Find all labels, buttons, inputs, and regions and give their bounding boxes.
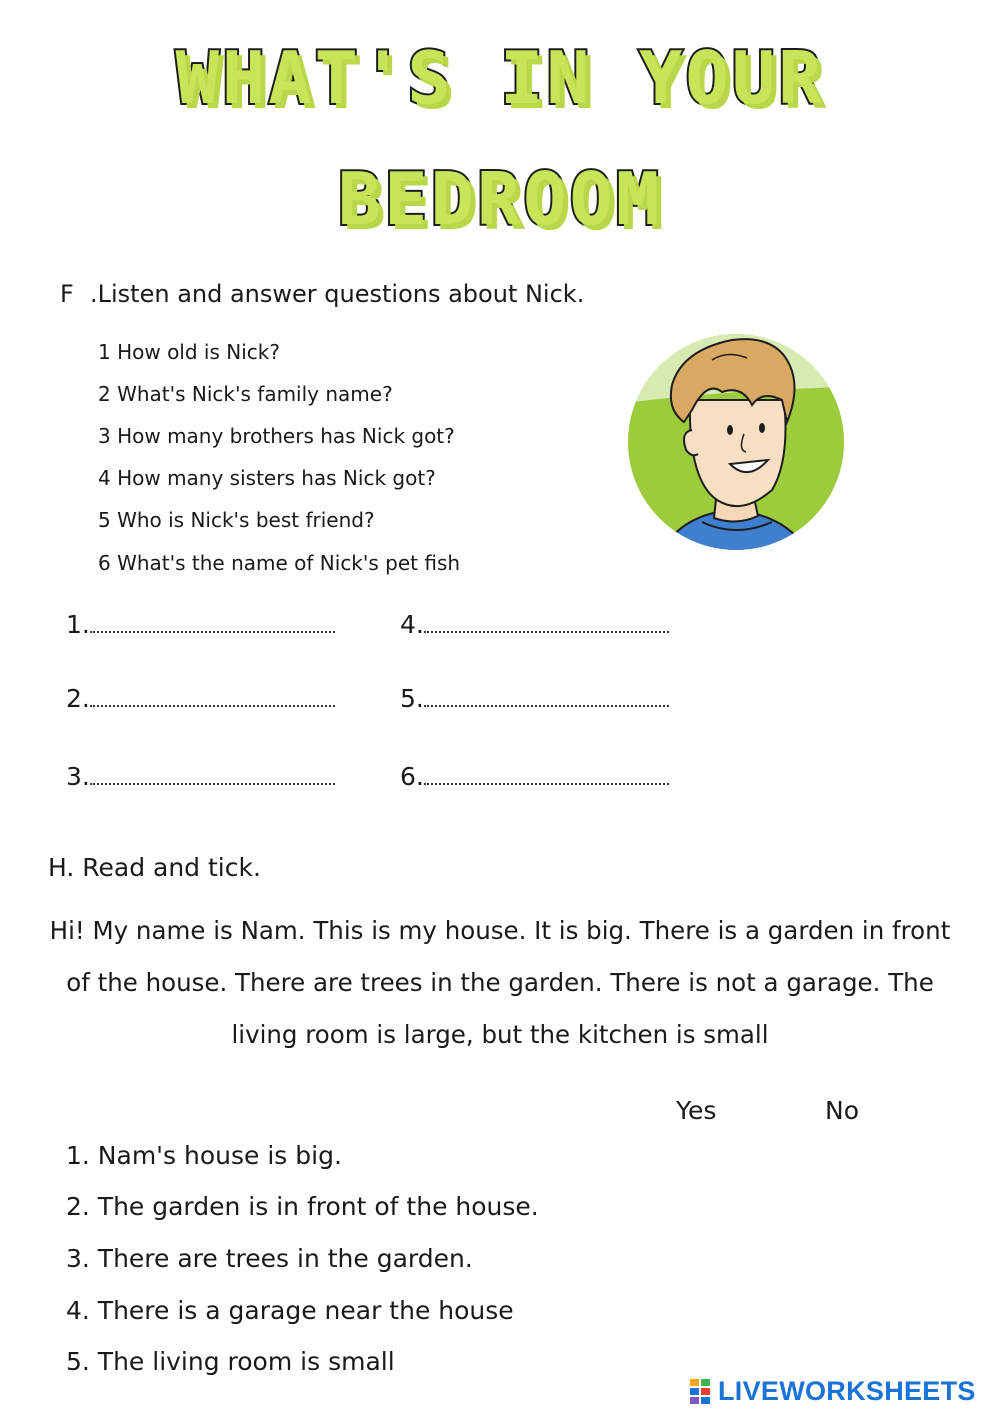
question-4: 4 How many sisters has Nick got?	[98, 466, 436, 490]
answer-label-4: 4.	[400, 610, 424, 639]
answer-line-1[interactable]	[66, 610, 335, 639]
question-3: 3 How many brothers has Nick got?	[98, 424, 455, 448]
question-6: 6 What's the name of Nick's pet fish	[98, 551, 461, 575]
statement-5: 5. The living room is small	[66, 1347, 395, 1376]
section-f-instruction: .Listen and answer questions about Nick.	[90, 280, 585, 308]
answer-label-2: 2.	[66, 684, 90, 713]
answer-line-6[interactable]	[400, 762, 669, 791]
answer-line-4[interactable]	[400, 610, 669, 639]
passage-line-2: of the house. There are trees in the garden. There is not a garage. The	[66, 968, 934, 997]
answer-label-6: 6.	[400, 762, 424, 791]
liveworksheets-brand-text: LIVEWORKSHEETS	[718, 1375, 976, 1406]
statement-1: 1. Nam's house is big.	[66, 1141, 342, 1170]
passage-line-1: Hi! My name is Nam. This is my house. It is big. There is a garden in front	[49, 916, 951, 945]
statement-4: 4. There is a garage near the house	[66, 1296, 514, 1325]
section-h-heading: H. Read and tick.	[48, 853, 261, 882]
section-f-letter: F	[60, 280, 74, 308]
reading-passage	[40, 905, 960, 1061]
question-1: 1 How old is Nick?	[98, 340, 280, 364]
question-5: 5 Who is Nick's best friend?	[98, 508, 375, 532]
question-2: 2 What's Nick's family name?	[98, 382, 393, 406]
answer-line-3[interactable]	[66, 762, 335, 791]
answer-line-5[interactable]	[400, 684, 669, 713]
liveworksheets-logo-icon	[690, 1377, 712, 1405]
answer-label-1: 1.	[66, 610, 90, 639]
answer-line-2[interactable]	[66, 684, 335, 713]
answer-label-5: 5.	[400, 684, 424, 713]
nick-portrait	[612, 330, 902, 570]
page-title-line-1: WHAT'S IN YOUR	[175, 36, 825, 120]
passage-line-3: living room is large, but the kitchen is small	[231, 1020, 769, 1049]
page-title-line-2: BEDROOM	[337, 157, 663, 241]
statement-2: 2. The garden is in front of the house.	[66, 1192, 539, 1221]
yes-column-header: Yes	[676, 1096, 717, 1125]
statement-3: 3. There are trees in the garden.	[66, 1244, 473, 1273]
answer-label-3: 3.	[66, 762, 90, 791]
liveworksheets-logo	[690, 1374, 990, 1408]
section-f-heading	[60, 280, 584, 308]
no-column-header: No	[825, 1096, 859, 1125]
